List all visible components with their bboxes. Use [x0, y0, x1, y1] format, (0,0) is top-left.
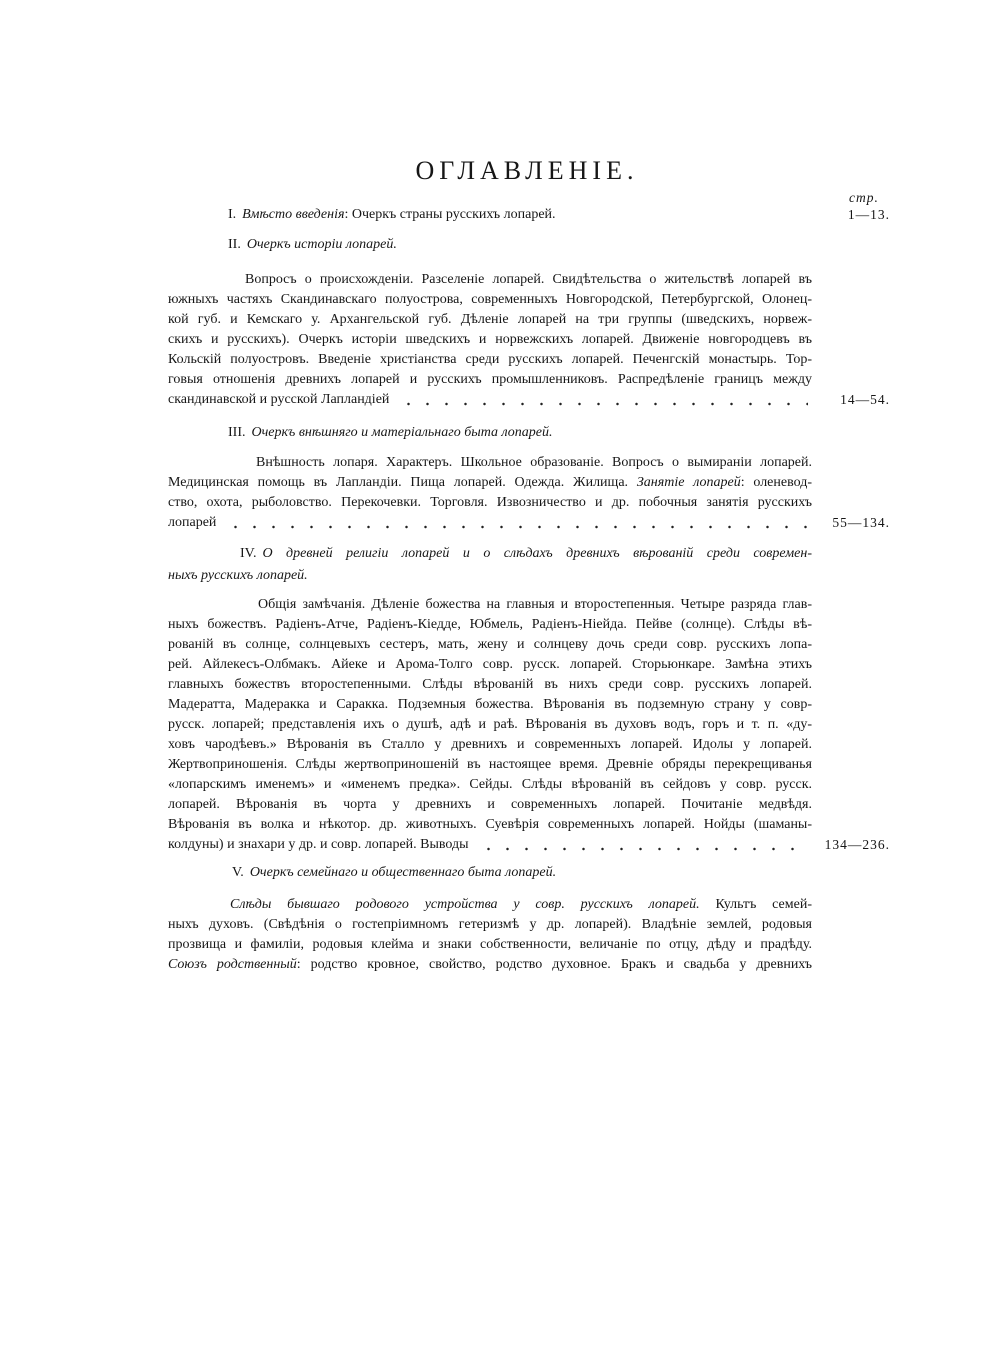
description-line: Кольскій полуостровъ. Введеніе христіанства среди русскихъ лопарей. Печенгскій монастырь. Тор- [168, 352, 812, 367]
toc-entry-2-description [168, 270, 890, 410]
entry-number: V. [232, 865, 244, 880]
line-italic-text: Слѣды бывшаго родового устройства у совр. русскихъ лопарей. [230, 897, 700, 912]
leader-text: скандинавской и русской Лапландіей [168, 392, 390, 407]
entry-heading-continued [168, 565, 812, 587]
line-text: Культъ семей- [699, 897, 812, 912]
entry-number: I. [228, 207, 237, 222]
entry-title: ныхъ русскихъ лопарей. [168, 568, 308, 583]
description-line: прозвища и фамиліи, родовыя клейма и знаки собственности, величаніе по отцу, дѣду и прадѣду. [168, 937, 812, 952]
entry-pages: 1—13. [847, 207, 890, 222]
description-line-last [168, 835, 812, 855]
description-line: ство, охота, рыболовство. Перекочевки. Торговля. Извозничество и др. побочныя занятія русскихъ [168, 495, 812, 510]
description-line: Жертвоприношенія. Слѣды жертвоприношеній въ настоящее время. Древніе обряды перекрещиванья [168, 757, 812, 772]
toc-entry-1 [168, 205, 890, 225]
page-column-label: стр. [849, 190, 879, 205]
toc-entry-2-heading [168, 235, 812, 255]
line-text: : оленевод- [740, 475, 812, 490]
entry-title: О древней религіи лопарей и о слѣдахъ древнихъ вѣрованій среди современ- [262, 546, 812, 561]
toc-entry-3-heading [168, 423, 812, 443]
leader-dots [226, 513, 808, 533]
entry-title-rest: : Очеркъ страны русскихъ лопарей. [344, 207, 556, 222]
description-line: Внѣшность лопаря. Характеръ. Школьное образованіе. Вопросъ о вымираніи лопарей. [256, 455, 812, 470]
toc-entry-5-heading [168, 863, 812, 883]
leader-dots [479, 835, 808, 855]
description-line: южныхъ частяхъ Скандинавскаго полуострова, современныхъ Новгородской, Петербургской, Олонец- [168, 292, 812, 307]
description-line: скихъ и русскихъ). Очеркъ исторіи шведскихъ и норвежскихъ лопарей. Движеніе новгородцевъ въ [168, 332, 812, 347]
description-line [168, 895, 812, 915]
entry-pages: 134—236. [824, 837, 890, 852]
description-line: рованій въ солнце, солнцевыхъ сестеръ, мать, жену и солнцеву дочь среди совр. русскихъ лопа- [168, 637, 812, 652]
entry-pages: 14—54. [840, 392, 890, 407]
description-line: «лопарскимъ именемъ» и «именемъ предка». Сейды. Слѣды вѣрованій въ сейдовъ у совр. русск. [168, 777, 812, 792]
description-line: ховъ чародѣевъ.» Вѣрованія въ Сталло у древнихъ и современныхъ лопарей. Идолы у лопарей. [168, 737, 812, 752]
description-line: кой губ. и Кемскаго у. Архангельской губ. Дѣленіе лопарей на три группы (шведскихъ, норвеж- [168, 312, 812, 327]
description-line: главныхъ божествъ второстепенными. Слѣды вѣрованій въ нихъ среди совр. русскихъ лопарей. [168, 677, 812, 692]
toc-title: ОГЛАВЛЕНІЕ. [415, 156, 639, 185]
toc-entry-4-description [168, 595, 890, 855]
entry-pages: 55—134. [832, 515, 890, 530]
description-line: ныхъ божествъ. Радіенъ-Атче, Радіенъ-Кіедде, Юбмель, Радіенъ-Ніейда. Пейве (солнце). Слѣды вѣ- [168, 617, 812, 632]
description-line: русск. лопарей; представленія ихъ о душѣ, адѣ и раѣ. Вѣрованія въ духовъ водъ, горъ и т. п. «ду- [168, 717, 812, 732]
entry-heading [168, 235, 812, 255]
description-line: лопарей. Вѣрованія въ чорта у древнихъ и современныхъ лопарей. Почитаніе медвѣдя. [168, 797, 812, 812]
entry-heading [168, 543, 812, 565]
description-line: Вѣрованія въ волка и нѣкотор. др. животныхъ. Суевѣрія современныхъ лопарей. Нойды (шаманы- [168, 817, 812, 832]
entry-title: Вмѣсто введенія [242, 207, 345, 222]
line-text: : родство кровное, свойство, родство духовное. Бракъ и свадьба у древнихъ [296, 957, 812, 972]
entry-number: III. [228, 425, 246, 440]
entry-title: Очеркъ семейнаго и общественнаго быта лопарей. [249, 865, 557, 880]
line-italic-text: Занятіе лопарей [636, 475, 741, 490]
entry-title: Очеркъ внѣшняго и матеріальнаго быта лопарей. [251, 425, 553, 440]
entry-heading [168, 423, 812, 443]
entry-title: Очеркъ исторіи лопарей. [246, 237, 397, 252]
description-line: Общія замѣчанія. Дѣленіе божества на главныя и второстепенныя. Четыре разряда глав- [258, 597, 812, 612]
description-line-last [168, 390, 812, 410]
description-line: рей. Айлекесъ-Олбмакъ. Айеке и Арома-Толго совр. русск. лопарей. Сторьюнкаре. Замѣна этихъ [168, 657, 812, 672]
leader-text: колдуны) и знахари у др. и совр. лопарей. Выводы [168, 837, 469, 852]
description-line: говыя отношенія древнихъ лопарей и русскихъ промышленниковъ. Распредѣленіе границъ между [168, 372, 812, 387]
entry-number: IV. [240, 546, 257, 561]
description-line: Мадератта, Мадеракка и Саракка. Подземныя божества. Вѣрованія въ подземную страну у совр- [168, 697, 812, 712]
toc-entry-3-description [168, 453, 890, 533]
description-line [168, 955, 812, 975]
leader-dots [399, 390, 808, 410]
entry-number: II. [228, 237, 241, 252]
description-line: ныхъ духовъ. (Свѣдѣнія о гостепріимномъ гетеризмѣ у др. лопарей). Владѣніе землей, родовыя [168, 917, 812, 932]
entry-heading [168, 863, 812, 883]
entry-heading [168, 205, 812, 225]
leader-text: лопарей [168, 515, 217, 530]
line-italic-text: Союзъ родственный [168, 957, 297, 972]
toc-entry-5-description [168, 895, 812, 975]
description-line-last [168, 513, 812, 533]
description-line [168, 473, 812, 493]
line-text: Медицинская помощь въ Лапландіи. Пища лопарей. Одежда. Жилища. [168, 475, 637, 490]
toc-entry-4-heading [168, 543, 812, 587]
description-line: Вопросъ о происхожденіи. Разселеніе лопарей. Свидѣтельства о жительствѣ лопарей въ [245, 272, 812, 287]
